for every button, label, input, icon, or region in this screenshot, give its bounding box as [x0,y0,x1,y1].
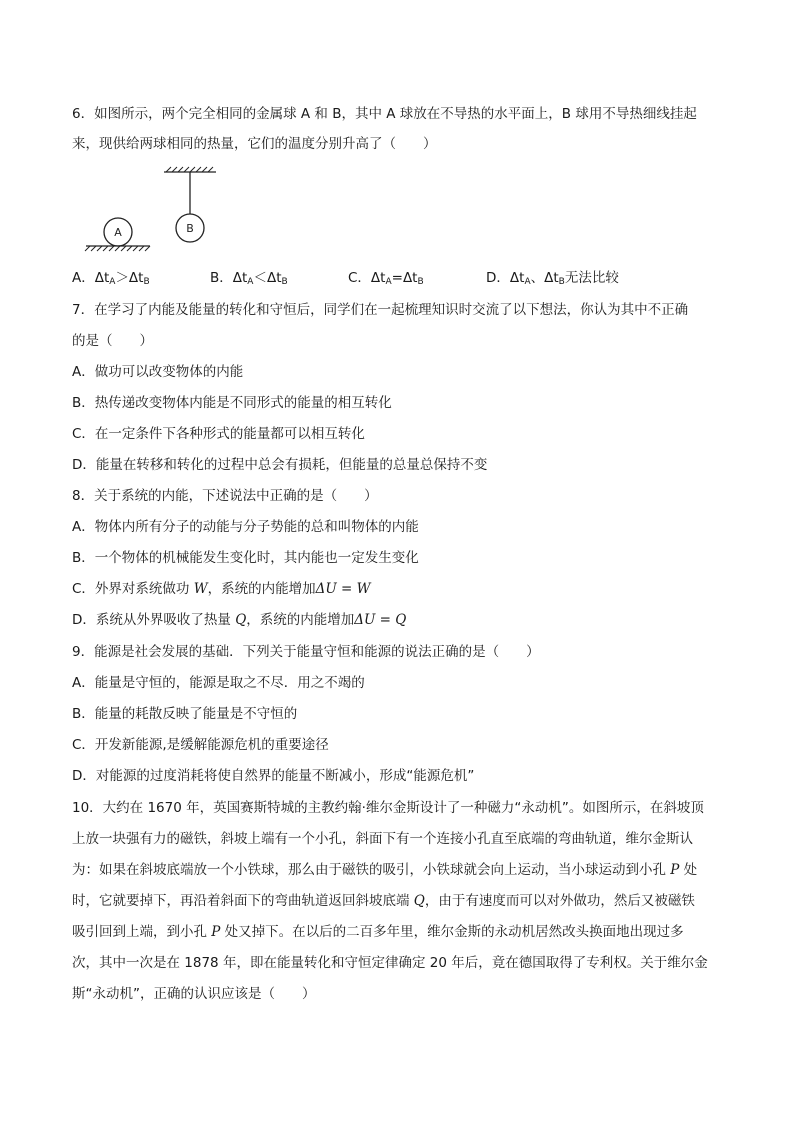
q9-option-d[interactable]: D．对能源的过度消耗将使自然界的能量不断减小，形成“能源危机” [72,768,475,784]
q6-option-c[interactable]: C．$\Delta t_A=\Delta t_B$ [348,270,424,287]
q8-option-a[interactable]: A．物体内所有分子的动能与分子势能的总和叫物体的内能 [72,519,419,535]
q8-option-c[interactable]: C．外界对系统做功 W，系统的内能增加ΔU = W [72,581,371,597]
q10-stem-line-1: 10．大约在 1670 年，英国赛斯特城的主教约翰·维尔金斯设计了一种磁力“永动机”。如图所示，在斜坡顶 [72,800,704,816]
q9-option-a[interactable]: A．能量是守恒的，能源是取之不尽．用之不竭的 [72,675,365,691]
q10-stem-line-2: 上放一块强有力的磁铁，斜坡上端有一个小孔，斜面下有一个连接小孔直至底端的弯曲轨道，维尔金斯认 [72,831,693,847]
q8-stem: 8．关于系统的内能，下述说法中正确的是（ ） [72,488,378,504]
q10-stem-line-4: 时，它就要掉下，再沿着斜面下的弯曲轨道返回斜坡底端 Q，由于有速度而可以对外做功，然后又被磁铁 [72,893,695,909]
q7-option-c[interactable]: C．在一定条件下各种形式的能量都可以相互转化 [72,426,365,442]
q10-stem-line-7: 斯“永动机”，正确的认识应该是（ ） [72,986,316,1002]
q8-option-d[interactable]: D．系统从外界吸收了热量 Q，系统的内能增加ΔU = Q [72,612,407,628]
q6-figure [80,162,230,254]
q6-option-b[interactable]: B．$\Delta t_A<\Delta t_B$ [210,270,288,287]
q9-option-c[interactable]: C．开发新能源,是缓解能源危机的重要途径 [72,737,329,753]
q9-option-b[interactable]: B．能量的耗散反映了能量是不守恒的 [72,706,298,722]
q7-stem-line-2: 的是（ ） [72,333,153,349]
q8-option-b[interactable]: B．一个物体的机械能发生变化时，其内能也一定发生变化 [72,550,419,566]
q10-stem-line-5: 吸引回到上端，到小孔 P 处又掉下。在以后的二百多年里，维尔金斯的永动机居然改头换面地出现过多 [72,924,684,940]
q7-option-a[interactable]: A．做功可以改变物体的内能 [72,364,244,380]
q6-option-d[interactable]: D．$\Delta t_A$、$\Delta t_B$无法比较 [486,270,619,287]
q7-option-b[interactable]: B．热传递改变物体内能是不同形式的能量的相互转化 [72,395,392,411]
q6-stem-line-1: 6．如图所示，两个完全相同的金属球 A 和 B，其中 A 球放在不导热的水平面上，B 球用不导热细线挂起 [72,106,697,122]
q7-option-d[interactable]: D．能量在转移和转化的过程中总会有损耗，但能量的总量总保持不变 [72,457,488,473]
ball-b-label: B [186,222,194,235]
q6-stem-line-2: 来，现供给两球相同的热量，它们的温度分别升高了（ ） [72,136,437,152]
q10-stem-line-3: 为：如果在斜坡底端放一个小铁球，那么由于磁铁的吸引，小铁球就会向上运动，当小球运动到小孔 P 处 [72,862,698,878]
ground-hatch [85,246,150,251]
q7-stem-line-1: 7．在学习了内能及能量的转化和守恒后，同学们在一起梳理知识时交流了以下想法，你认为其中不正确 [72,302,689,318]
q9-stem: 9．能源是社会发展的基础．下列关于能量守恒和能源的说法正确的是（ ） [72,644,540,660]
q6-option-a[interactable]: A．$\Delta t_A>\Delta t_B$ [72,270,150,287]
q10-stem-line-6: 次，其中一次是在 1878 年，即在能量转化和守恒定律确定 20 年后，竟在德国取得了专利权。关于维尔金 [72,955,708,971]
ball-a-label: A [114,226,122,239]
ceiling-hatch [166,167,213,172]
